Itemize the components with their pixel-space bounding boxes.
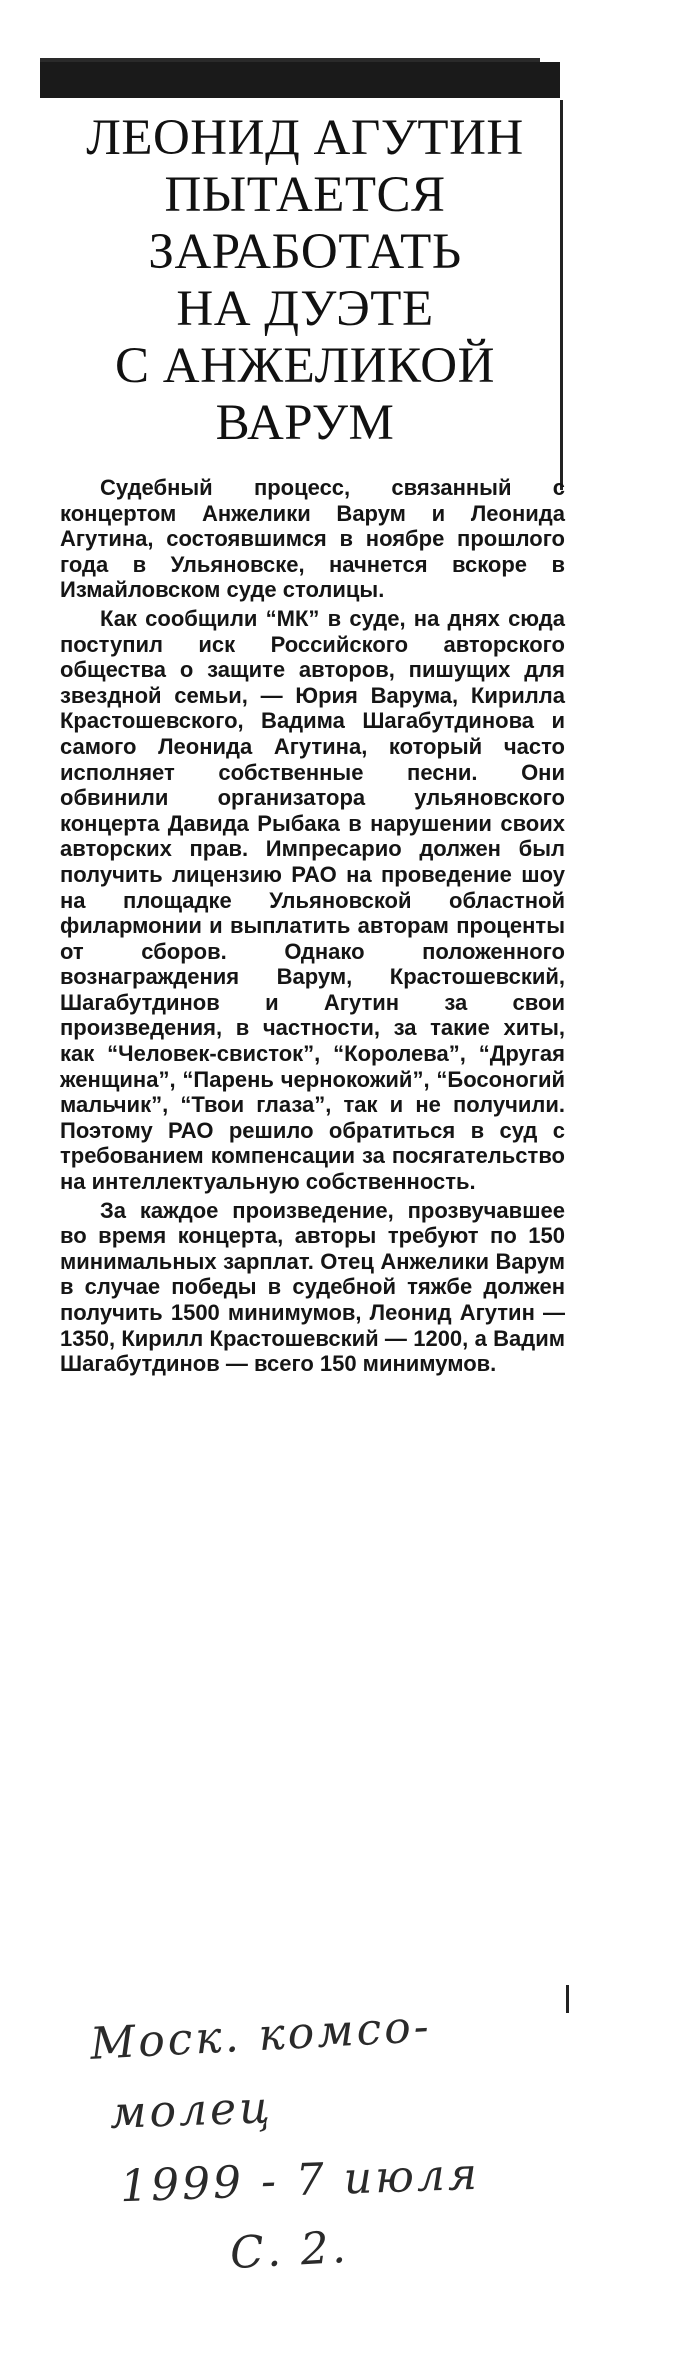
- headline-line: ВАРУМ: [215, 395, 395, 451]
- handwritten-line: молец: [109, 2082, 274, 2139]
- article-body: [60, 475, 565, 1380]
- handwritten-line: Моск. комсо-: [88, 2001, 433, 2070]
- article-paragraph-claims: За каждое произведение, прозвучавшее во время концерта, авторы требуют по 150 минимальных зарплат. Отец Анжелики Варум в случае победы в судебной тяжбе должен получить 1500 минимумов, Леонид Агутин — 1350, Кирилл Крастошевский — 1200, а Вадим Шагабутдинов — всего 150 минимумов.: [60, 1197, 565, 1377]
- headline-line: ЗАРАБОТАТЬ: [148, 224, 462, 280]
- handwritten-source-note: [80, 2001, 640, 2310]
- headline-line: ЛЕОНИД АГУТИН: [86, 110, 524, 166]
- handwritten-line: С. 2.: [228, 2221, 350, 2280]
- article-paragraph-lead: Судебный процесс, связанный с концертом Анжелики Варум и Леонида Агутина, состоявшимся в ноябре прошлого года в Ульяновске, начнется вскоре в Измайловском суде столицы.: [60, 475, 565, 603]
- article-headline: [60, 110, 550, 452]
- handwritten-line: 1999 - 7 июля: [119, 2148, 481, 2213]
- article-paragraph-lawsuit: Как сообщили “МК” в суде, на днях сюда поступил иск Российского авторского общества о защите авторов, пишущих для звездной семьи, — Юрия Варума, Кирилла Крастошевского, Вадима Шагабутдинова и самого Леонида Агутина, который часто исполняет собственные песни. Они обвинили организатора ульяновского концерта Давида Рыбака в нарушении своих авторских прав. Импресарио должен был получить лицензию РАО на проведение шоу на площадке Ульяновской областной филармонии и выплатить авторам проценты от сборов. Однако положенного вознаграждения Варум, Крастошевский, Шагабутдинов и Агутин за свои произведения, в частности, за такие хиты, как “Человек-свисток”, “Королева”, “Другая женщина”, “Парень чернокожий”, “Босоногий мальчик”, “Твои глаза”, так и не получили. Поэтому РАО решило обратиться в суд с требованием компенсации за посягательство на интеллектуальную собственность.: [60, 605, 565, 1195]
- column-rule-bottom: [566, 1985, 569, 2013]
- header-black-bar: [40, 62, 560, 98]
- headline-line: С АНЖЕЛИКОЙ: [115, 338, 495, 394]
- column-rule-top: [560, 100, 563, 490]
- headline-line: ПЫТАЕТСЯ: [164, 167, 446, 223]
- headline-line: НА ДУЭТЕ: [176, 281, 434, 337]
